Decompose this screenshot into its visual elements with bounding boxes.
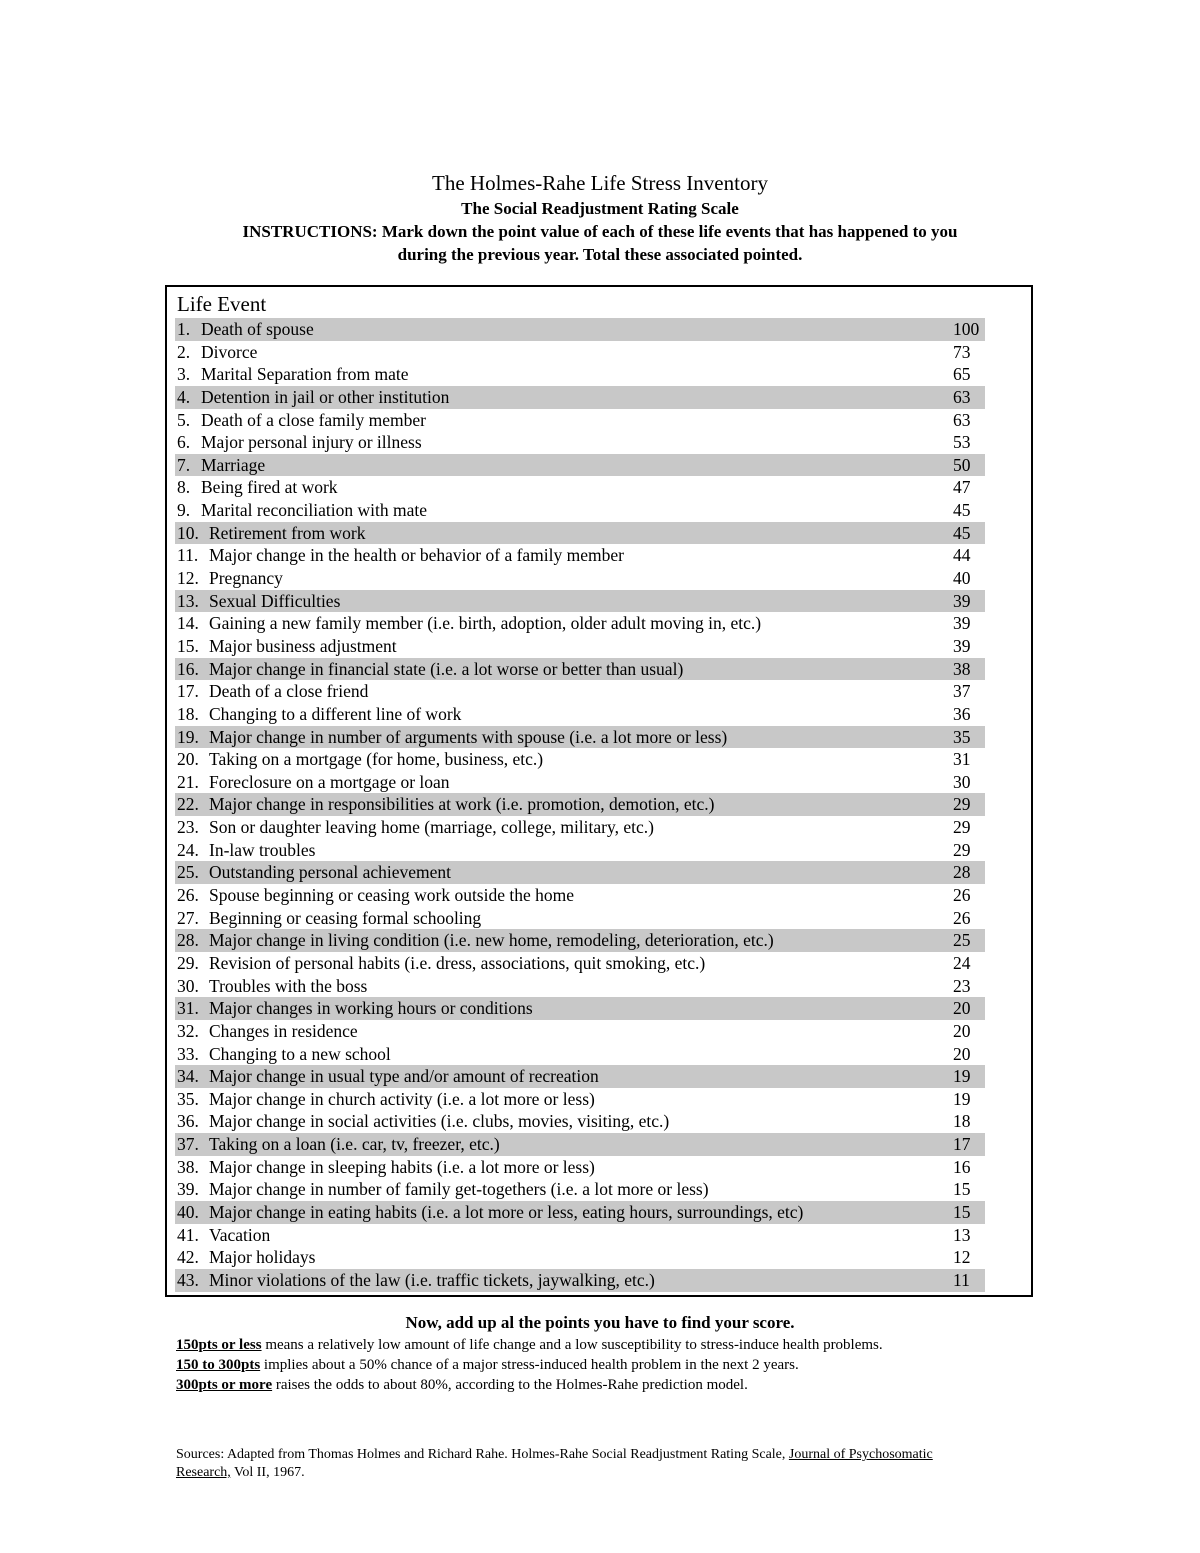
- row-number: 22.: [177, 794, 199, 815]
- page-subtitle: The Social Readjustment Rating Scale: [461, 199, 739, 218]
- row-event: Major change in financial state (i.e. a lot worse or better than usual): [209, 658, 684, 679]
- row-event: Spouse beginning or ceasing work outside the home: [209, 885, 575, 906]
- table-row: [175, 839, 985, 862]
- row-points: 23: [953, 975, 971, 996]
- row-event: Divorce: [201, 341, 258, 362]
- row-number: 18.: [177, 703, 199, 724]
- row-number: 10.: [177, 522, 199, 543]
- row-points: 20: [953, 1043, 971, 1064]
- table-row: [175, 793, 985, 816]
- table-row: [175, 522, 985, 545]
- table-row: [175, 1110, 985, 1133]
- scoring-line-low: [176, 1335, 1076, 1355]
- table-heading: Life Event: [177, 292, 267, 316]
- row-number: 3.: [177, 364, 191, 385]
- row-event: Major personal injury or illness: [201, 432, 422, 453]
- row-event: Major change in eating habits (i.e. a lot more or less, eating hours, surroundings, etc): [209, 1201, 804, 1222]
- row-event: Foreclosure on a mortgage or loan: [209, 771, 450, 792]
- row-points: 65: [953, 364, 971, 385]
- sources-prefix: Sources: Adapted from Thomas Holmes and Richard Rahe. Holmes-Rahe Social Readjustment Rating Scale,: [176, 1447, 789, 1462]
- row-number: 30.: [177, 975, 199, 996]
- row-points: 15: [953, 1201, 971, 1222]
- scoring-range: 150 to 300pts: [176, 1357, 261, 1373]
- row-points: 25: [953, 930, 971, 951]
- table-row: [175, 590, 985, 613]
- table-row: [175, 703, 985, 726]
- row-points: 28: [953, 862, 971, 883]
- table-row: [175, 318, 985, 341]
- row-number: 12.: [177, 568, 199, 589]
- row-number: 15.: [177, 635, 199, 656]
- row-points: 45: [953, 500, 971, 521]
- row-event: Major change in sleeping habits (i.e. a lot more or less): [209, 1156, 595, 1177]
- row-points: 18: [953, 1111, 971, 1132]
- row-points: 29: [953, 817, 971, 838]
- row-points: 63: [953, 409, 971, 430]
- row-event: Marriage: [201, 454, 266, 475]
- table-row: [175, 612, 985, 635]
- row-number: 43.: [177, 1269, 199, 1290]
- scoring-text: raises the odds to about 80%, according to the Holmes-Rahe prediction model.: [272, 1377, 748, 1393]
- row-event: In-law troubles: [209, 839, 316, 860]
- row-event: Major change in the health or behavior of a family member: [209, 545, 624, 566]
- row-event: Beginning or ceasing formal schooling: [209, 907, 482, 928]
- table-row: [175, 816, 985, 839]
- table-row: [175, 1065, 985, 1088]
- scoring-line-medium: [176, 1355, 1076, 1375]
- row-points: 44: [953, 545, 971, 566]
- document-header: [0, 168, 1200, 266]
- row-points: 26: [953, 907, 971, 928]
- journal-title: Journal of Psychosomatic Research,: [176, 1447, 933, 1480]
- table-rows: [175, 318, 1031, 1292]
- row-number: 37.: [177, 1134, 199, 1155]
- row-number: 19.: [177, 726, 199, 747]
- row-number: 20.: [177, 749, 199, 770]
- row-event: Outstanding personal achievement: [209, 862, 452, 883]
- row-number: 39.: [177, 1179, 199, 1200]
- row-event: Sexual Difficulties: [209, 590, 341, 611]
- row-number: 21.: [177, 771, 199, 792]
- row-event: Vacation: [209, 1224, 271, 1245]
- table-row: [175, 567, 985, 590]
- row-event: Changing to a new school: [209, 1043, 391, 1064]
- row-event: Troubles with the boss: [209, 975, 368, 996]
- table-row: [175, 748, 985, 771]
- row-points: 19: [953, 1088, 971, 1109]
- row-event: Death of a close family member: [201, 409, 426, 430]
- row-event: Major change in number of family get-togethers (i.e. a lot more or less): [209, 1179, 709, 1200]
- row-points: 29: [953, 794, 971, 815]
- row-number: 42.: [177, 1247, 199, 1268]
- table-row: [175, 431, 985, 454]
- row-number: 31.: [177, 998, 199, 1019]
- scoring-range: 300pts or more: [176, 1377, 273, 1393]
- row-number: 23.: [177, 817, 199, 838]
- row-event: Changing to a different line of work: [209, 703, 462, 724]
- table-row: [175, 544, 985, 567]
- row-points: 53: [953, 432, 971, 453]
- row-number: 13.: [177, 590, 199, 611]
- row-points: 29: [953, 839, 971, 860]
- row-event: Death of a close friend: [209, 681, 369, 702]
- table-row: [175, 1156, 985, 1179]
- table-row: [175, 1020, 985, 1043]
- row-number: 2.: [177, 341, 191, 362]
- row-points: 12: [953, 1247, 971, 1268]
- row-event: Detention in jail or other institution: [201, 386, 450, 407]
- row-points: 39: [953, 635, 971, 656]
- table-row: [175, 952, 985, 975]
- sources-citation: [176, 1446, 976, 1482]
- row-event: Major holidays: [209, 1247, 316, 1268]
- row-points: 30: [953, 771, 971, 792]
- table-row: [175, 1201, 985, 1224]
- row-event: Revision of personal habits (i.e. dress, associations, quit smoking, etc.): [209, 952, 706, 973]
- table-row: [175, 884, 985, 907]
- row-number: 27.: [177, 907, 199, 928]
- scoring-heading: Now, add up al the points you have to find your score.: [405, 1313, 795, 1332]
- row-number: 35.: [177, 1088, 199, 1109]
- sources-suffix: Vol II, 1967.: [230, 1465, 305, 1480]
- row-points: 36: [953, 703, 971, 724]
- instructions-line-1: INSTRUCTIONS: Mark down the point value of each of these life events that has happened to you: [242, 222, 958, 241]
- row-event: Minor violations of the law (i.e. traffic tickets, jaywalking, etc.): [209, 1269, 655, 1290]
- table-row: [175, 476, 985, 499]
- row-points: 100: [953, 319, 980, 339]
- row-event: Son or daughter leaving home (marriage, college, military, etc.): [209, 817, 654, 838]
- row-points: 63: [953, 386, 971, 407]
- table-row: [175, 658, 985, 681]
- table-row: [175, 386, 985, 409]
- row-number: 36.: [177, 1111, 199, 1132]
- row-number: 32.: [177, 1020, 199, 1041]
- row-event: Major change in living condition (i.e. new home, remodeling, deterioration, etc.): [209, 930, 774, 951]
- row-event: Major changes in working hours or conditions: [209, 998, 533, 1019]
- row-number: 6.: [177, 432, 191, 453]
- row-points: 39: [953, 613, 971, 634]
- table-row: [175, 997, 985, 1020]
- row-points: 38: [953, 658, 971, 679]
- row-number: 11.: [177, 545, 199, 566]
- row-number: 4.: [177, 386, 191, 407]
- row-points: 24: [953, 952, 971, 973]
- table-row: [175, 861, 985, 884]
- row-number: 28.: [177, 930, 199, 951]
- row-event: Major change in social activities (i.e. clubs, movies, visiting, etc.): [209, 1111, 670, 1132]
- table-row: [175, 635, 985, 658]
- row-points: 26: [953, 885, 971, 906]
- table-row: [175, 454, 985, 477]
- life-event-table: [165, 285, 1033, 1297]
- row-number: 34.: [177, 1066, 199, 1087]
- row-event: Gaining a new family member (i.e. birth, adoption, older adult moving in, etc.): [209, 613, 762, 634]
- row-number: 8.: [177, 477, 191, 498]
- table-row: [175, 680, 985, 703]
- row-event: Major change in number of arguments with spouse (i.e. a lot more or less): [209, 726, 728, 747]
- row-number: 7.: [177, 454, 191, 475]
- row-number: 25.: [177, 862, 199, 883]
- row-event: Major business adjustment: [209, 635, 397, 656]
- table-row: [175, 975, 985, 998]
- table-row: [175, 771, 985, 794]
- row-event: Marital Separation from mate: [201, 364, 409, 385]
- row-event: Taking on a mortgage (for home, business, etc.): [209, 749, 544, 770]
- row-points: 15: [953, 1179, 971, 1200]
- row-points: 19: [953, 1066, 971, 1087]
- table-row: [175, 1269, 985, 1292]
- row-points: 11: [953, 1269, 970, 1290]
- page-title: The Holmes-Rahe Life Stress Inventory: [432, 171, 768, 195]
- scoring-text: implies about a 50% chance of a major stress-induced health problem in the next 2 years.: [260, 1357, 799, 1373]
- row-event: Pregnancy: [209, 568, 283, 589]
- row-points: 20: [953, 1020, 971, 1041]
- table-row: [175, 341, 985, 364]
- table-row: [175, 1178, 985, 1201]
- row-event: Marital reconciliation with mate: [201, 500, 427, 521]
- row-points: 20: [953, 998, 971, 1019]
- row-points: 40: [953, 568, 971, 589]
- scoring-line-high: [176, 1375, 1076, 1395]
- row-number: 41.: [177, 1224, 199, 1245]
- row-points: 13: [953, 1224, 971, 1245]
- row-points: 50: [953, 454, 971, 475]
- row-number: 5.: [177, 409, 191, 430]
- row-event: Major change in church activity (i.e. a lot more or less): [209, 1088, 595, 1109]
- row-points: 31: [953, 749, 971, 770]
- row-event: Changes in residence: [209, 1020, 358, 1041]
- row-number: 17.: [177, 681, 199, 702]
- table-row: [175, 726, 985, 749]
- row-event: Major change in responsibilities at work (i.e. promotion, demotion, etc.): [209, 794, 715, 815]
- row-points: 35: [953, 726, 971, 747]
- table-row: [175, 1133, 985, 1156]
- table-row: [175, 1088, 985, 1111]
- row-number: 40.: [177, 1201, 199, 1222]
- row-points: 17: [953, 1134, 971, 1155]
- row-number: 26.: [177, 885, 199, 906]
- scoring-section: [176, 1311, 1076, 1395]
- scoring-range: 150pts or less: [176, 1337, 262, 1353]
- row-number: 29.: [177, 952, 199, 973]
- table-row: [175, 907, 985, 930]
- row-points: 47: [953, 477, 971, 498]
- row-number: 33.: [177, 1043, 199, 1064]
- instructions-line-2: during the previous year. Total these associated pointed.: [397, 245, 803, 264]
- row-points: 39: [953, 590, 971, 611]
- row-number: 9.: [177, 500, 191, 521]
- table-row: [175, 1043, 985, 1066]
- row-points: 45: [953, 522, 971, 543]
- row-event: Taking on a loan (i.e. car, tv, freezer, etc.): [209, 1134, 500, 1155]
- row-event: Death of spouse: [201, 319, 314, 339]
- row-number: 14.: [177, 613, 199, 634]
- row-event: Major change in usual type and/or amount of recreation: [209, 1066, 599, 1087]
- row-number: 38.: [177, 1156, 199, 1177]
- table-row: [175, 1246, 985, 1269]
- row-points: 73: [953, 341, 971, 362]
- row-number: 24.: [177, 839, 199, 860]
- row-number: 16.: [177, 658, 199, 679]
- table-row: [175, 499, 985, 522]
- row-event: Being fired at work: [201, 477, 338, 498]
- row-points: 16: [953, 1156, 971, 1177]
- table-row: [175, 1224, 985, 1247]
- table-row: [175, 929, 985, 952]
- table-row: [175, 409, 985, 432]
- row-event: Retirement from work: [209, 522, 366, 543]
- table-row: [175, 363, 985, 386]
- row-points: 37: [953, 681, 971, 702]
- scoring-text: means a relatively low amount of life change and a low susceptibility to stress-induce health problems.: [261, 1337, 883, 1353]
- row-number: 1.: [177, 319, 191, 339]
